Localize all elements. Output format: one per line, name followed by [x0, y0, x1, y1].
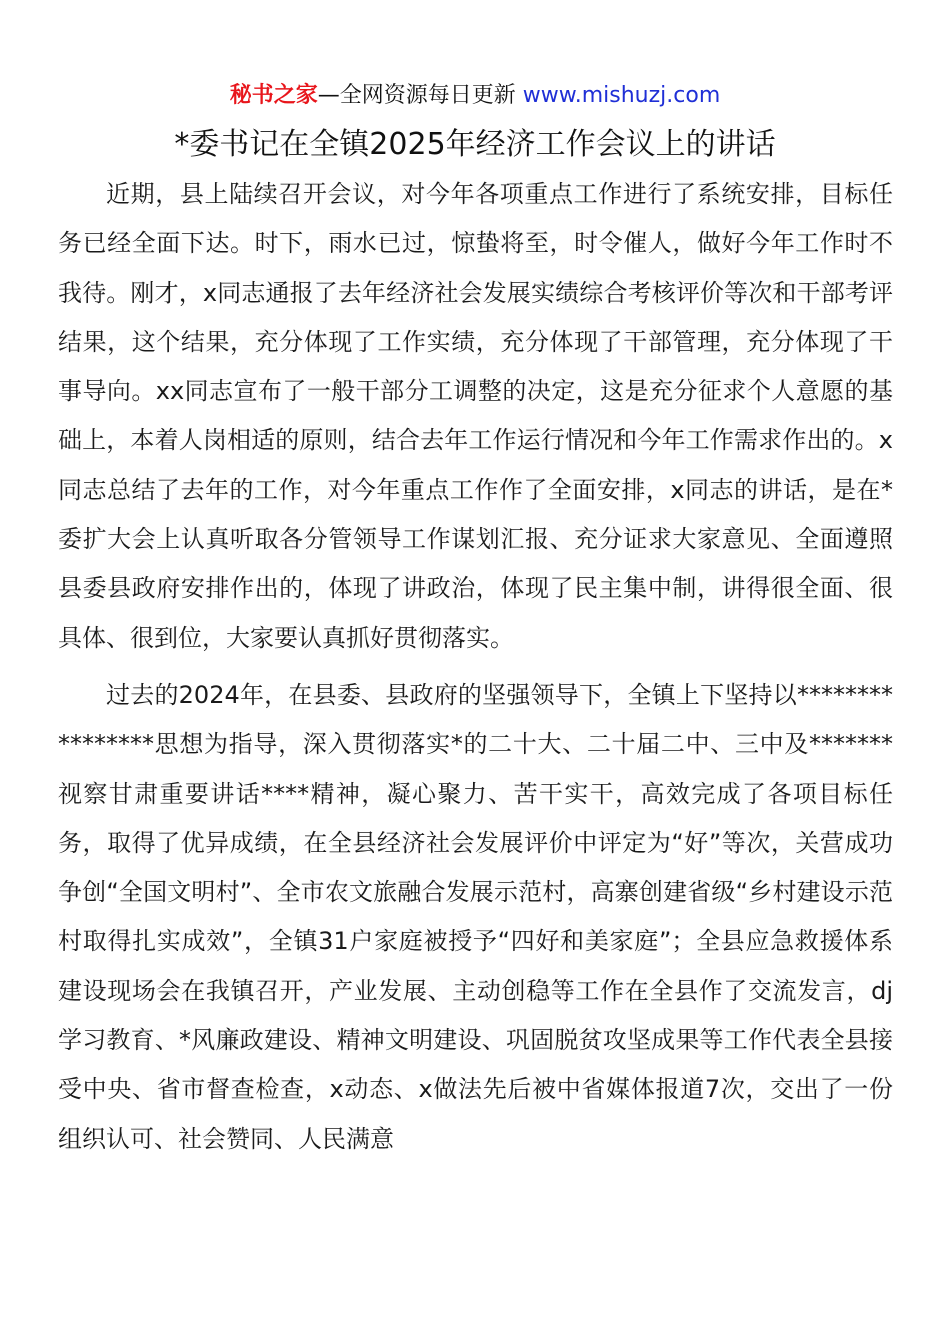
site-header [0, 80, 950, 112]
paragraph: 近期，县上陆续召开会议，对今年各项重点工作进行了系统安排，目标任务已经全面下达。时下，雨水已过，惊蛰将至，时令催人，做好今年工作时不我待。刚才，x同志通报了去年经济社会发展实绩综合考核评价等次和干部考评结果，这个结果，充分体现了工作实绩，充分体现了干部管理，充分体现了干事导向。xx同志宣布了一般干部分工调整的决定，这是充分征求个人意愿的基础上，本着人岗相适的原则，结合去年工作运行情况和今年工作需求作出的。x同志总结了去年的工作，对今年重点工作作了全面安排，x同志的讲话，是在*委扩大会上认真听取各分管领导工作谋划汇报、充分证求大家意见、全面遵照县委县政府安排作出的，体现了讲政治，体现了民主集中制，讲得很全面、很具体、很到位，大家要认真抓好贯彻落实。 [58, 180, 893, 652]
document-title: *委书记在全镇2025年经济工作会议上的讲话 [174, 127, 776, 162]
paragraph: 过去的2024年，在县委、县政府的坚强领导下，全镇上下坚持以****************思想为指导，深入贯彻落实*的二十大、二十届二中、三中及*******视察甘肃重要讲话****精神，凝心聚力、苦干实干，高效完成了各项目标任务，取得了优异成绩，在全县经济社会发展评价中评定为“好”等次，关营成功争创“全国文明村”、全市农文旅融合发展示范村，高寨创建省级“乡村建设示范村取得扎实成效”，全镇31户家庭被授予“四好和美家庭”；全县应急救援体系建设现场会在我镇召开，产业发展、主动创稳等工作在全县作了交流发言，dj学习教育、*风廉政建设、精神文明建设、巩固脱贫攻坚成果等工作代表全县接受中央、省市督查检查，x动态、x做法先后被中省媒体报道7次，交出了一份组织认可、社会赞同、人民满意 [58, 680, 893, 1153]
site-url[interactable]: www.mishuzj.com [522, 83, 721, 108]
header-tagline: —全网资源每日更新 [317, 83, 523, 108]
brand-name: 秘书之家 [229, 83, 318, 108]
document-body [58, 170, 893, 1164]
